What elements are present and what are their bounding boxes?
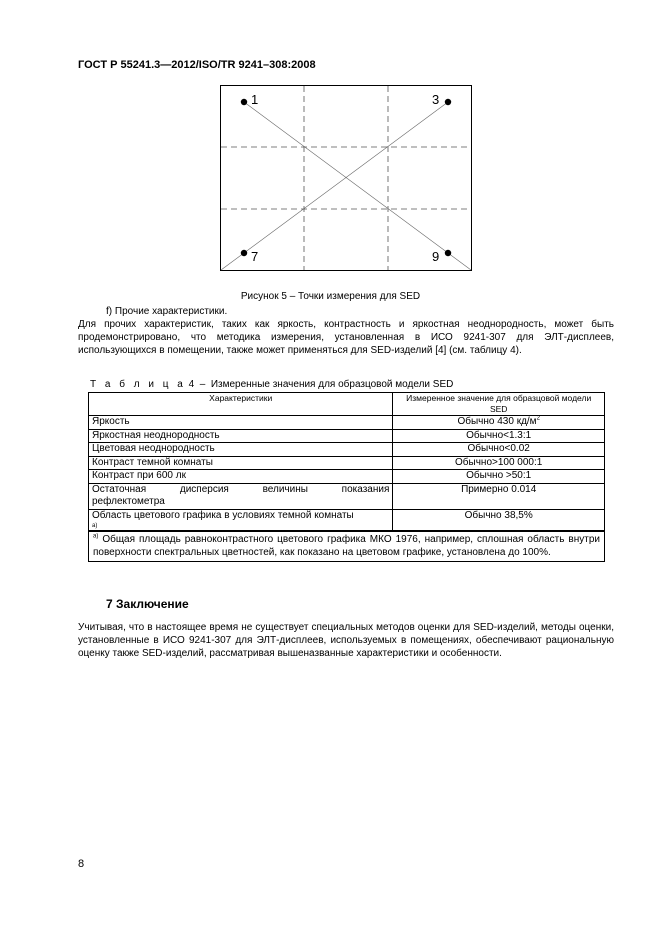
col-header-measured-value: Измеренное значение для образцовой модели SED [393, 393, 605, 416]
paragraph-conclusion: Учитывая, что в настоящее время не существует специальных методов оценки для SED-изделий, методы оценки, установленные в ИСО 9241-307 для ЭЛТ-дисплеев, используемых в помещениях, обеспечивают рациональную оценку также SED-изделий, рассматривая вышеназванные характеристики и особенности. [78, 622, 614, 660]
figure-caption: Рисунок 5 – Точки измерения для SED [240, 291, 421, 302]
measurement-point-7 [241, 250, 247, 256]
table-row [89, 429, 605, 443]
point-label-3: 3 [432, 92, 440, 107]
figure-diagonals [221, 102, 471, 270]
table-row [89, 416, 605, 430]
col-header-characteristics: Характеристики [89, 393, 393, 416]
page-number: 8 [78, 858, 85, 870]
measurement-point-1 [241, 99, 247, 105]
table-row [89, 470, 605, 484]
table-caption: Измеренные значения для образцовой модели SED [210, 379, 454, 390]
row-name: Цветовая неоднородность [89, 443, 393, 457]
table-number: 4 [188, 379, 195, 390]
table-dash: – [199, 379, 206, 390]
table-header-row [89, 393, 605, 416]
point-label-1: 1 [251, 92, 259, 107]
superscript: 2 [536, 415, 540, 422]
row-value: Примерно 0.014 [393, 483, 605, 509]
table-label: Т а б л и ц а [90, 379, 186, 390]
row-value: Обычно >50:1 [393, 470, 605, 484]
row-note-mark: а) [92, 523, 98, 529]
table-footnote [89, 531, 605, 562]
row-value: Обычно<1.3:1 [393, 429, 605, 443]
row-name: Яркостная неоднородность [89, 429, 393, 443]
point-label-9: 9 [432, 249, 440, 264]
table-row [89, 509, 605, 531]
row-name [89, 509, 393, 531]
table-row [89, 483, 605, 509]
row-name [89, 483, 393, 509]
row-value: Обычно 38,5% [393, 509, 605, 531]
table-footnote-row [89, 531, 605, 562]
document-header: ГОСТ Р 55241.3—2012/ISO/TR 9241–308:2008 [78, 59, 316, 71]
row-name: Яркость [89, 416, 393, 430]
row-value: Обычно>100 000:1 [393, 456, 605, 470]
footnote-text: Общая площадь равноконтрастного цветового графика МКО 1976, например, сплошная область внутри поверхности спектральных цветностей, как показано на цветовом графике, установлена до 100%. [93, 534, 600, 558]
row-name: Контраст темной комнаты [89, 456, 393, 470]
table-row [89, 443, 605, 457]
row-name-text: Область цветового графика в условиях темной комнаты [92, 509, 354, 521]
footnote-mark: а) [93, 533, 99, 540]
row-value: Обычно<0.02 [393, 443, 605, 457]
list-item-f: f) Прочие характеристики. [106, 306, 228, 317]
row-name-line1: Остаточная дисперсия величины показания [92, 483, 390, 495]
row-name-line2: рефлектометра [92, 496, 165, 507]
paragraph-other-characteristics: Для прочих характеристик, таких как яркость, контрастность и яркостная неоднородность, может быть продемонстрировано, что методика измерения, установленная в ИСО 9241-307 для ЭЛТ-дисплеев, использующихся в помещении, также может применяться для SED-изделий [4] (см. таблицу 4). [78, 319, 614, 357]
section-title: 7 Заключение [106, 597, 189, 611]
table-title [90, 379, 453, 390]
measurement-point-9 [445, 250, 451, 256]
measurement-point-3 [445, 99, 451, 105]
table-row [89, 456, 605, 470]
row-value: Обычно 430 $кд/м^2$ [393, 416, 605, 430]
row-name: Контраст при 600 лк [89, 470, 393, 484]
measurement-points-figure [220, 85, 472, 271]
point-label-7: 7 [251, 249, 259, 264]
measured-values-table [88, 392, 605, 562]
